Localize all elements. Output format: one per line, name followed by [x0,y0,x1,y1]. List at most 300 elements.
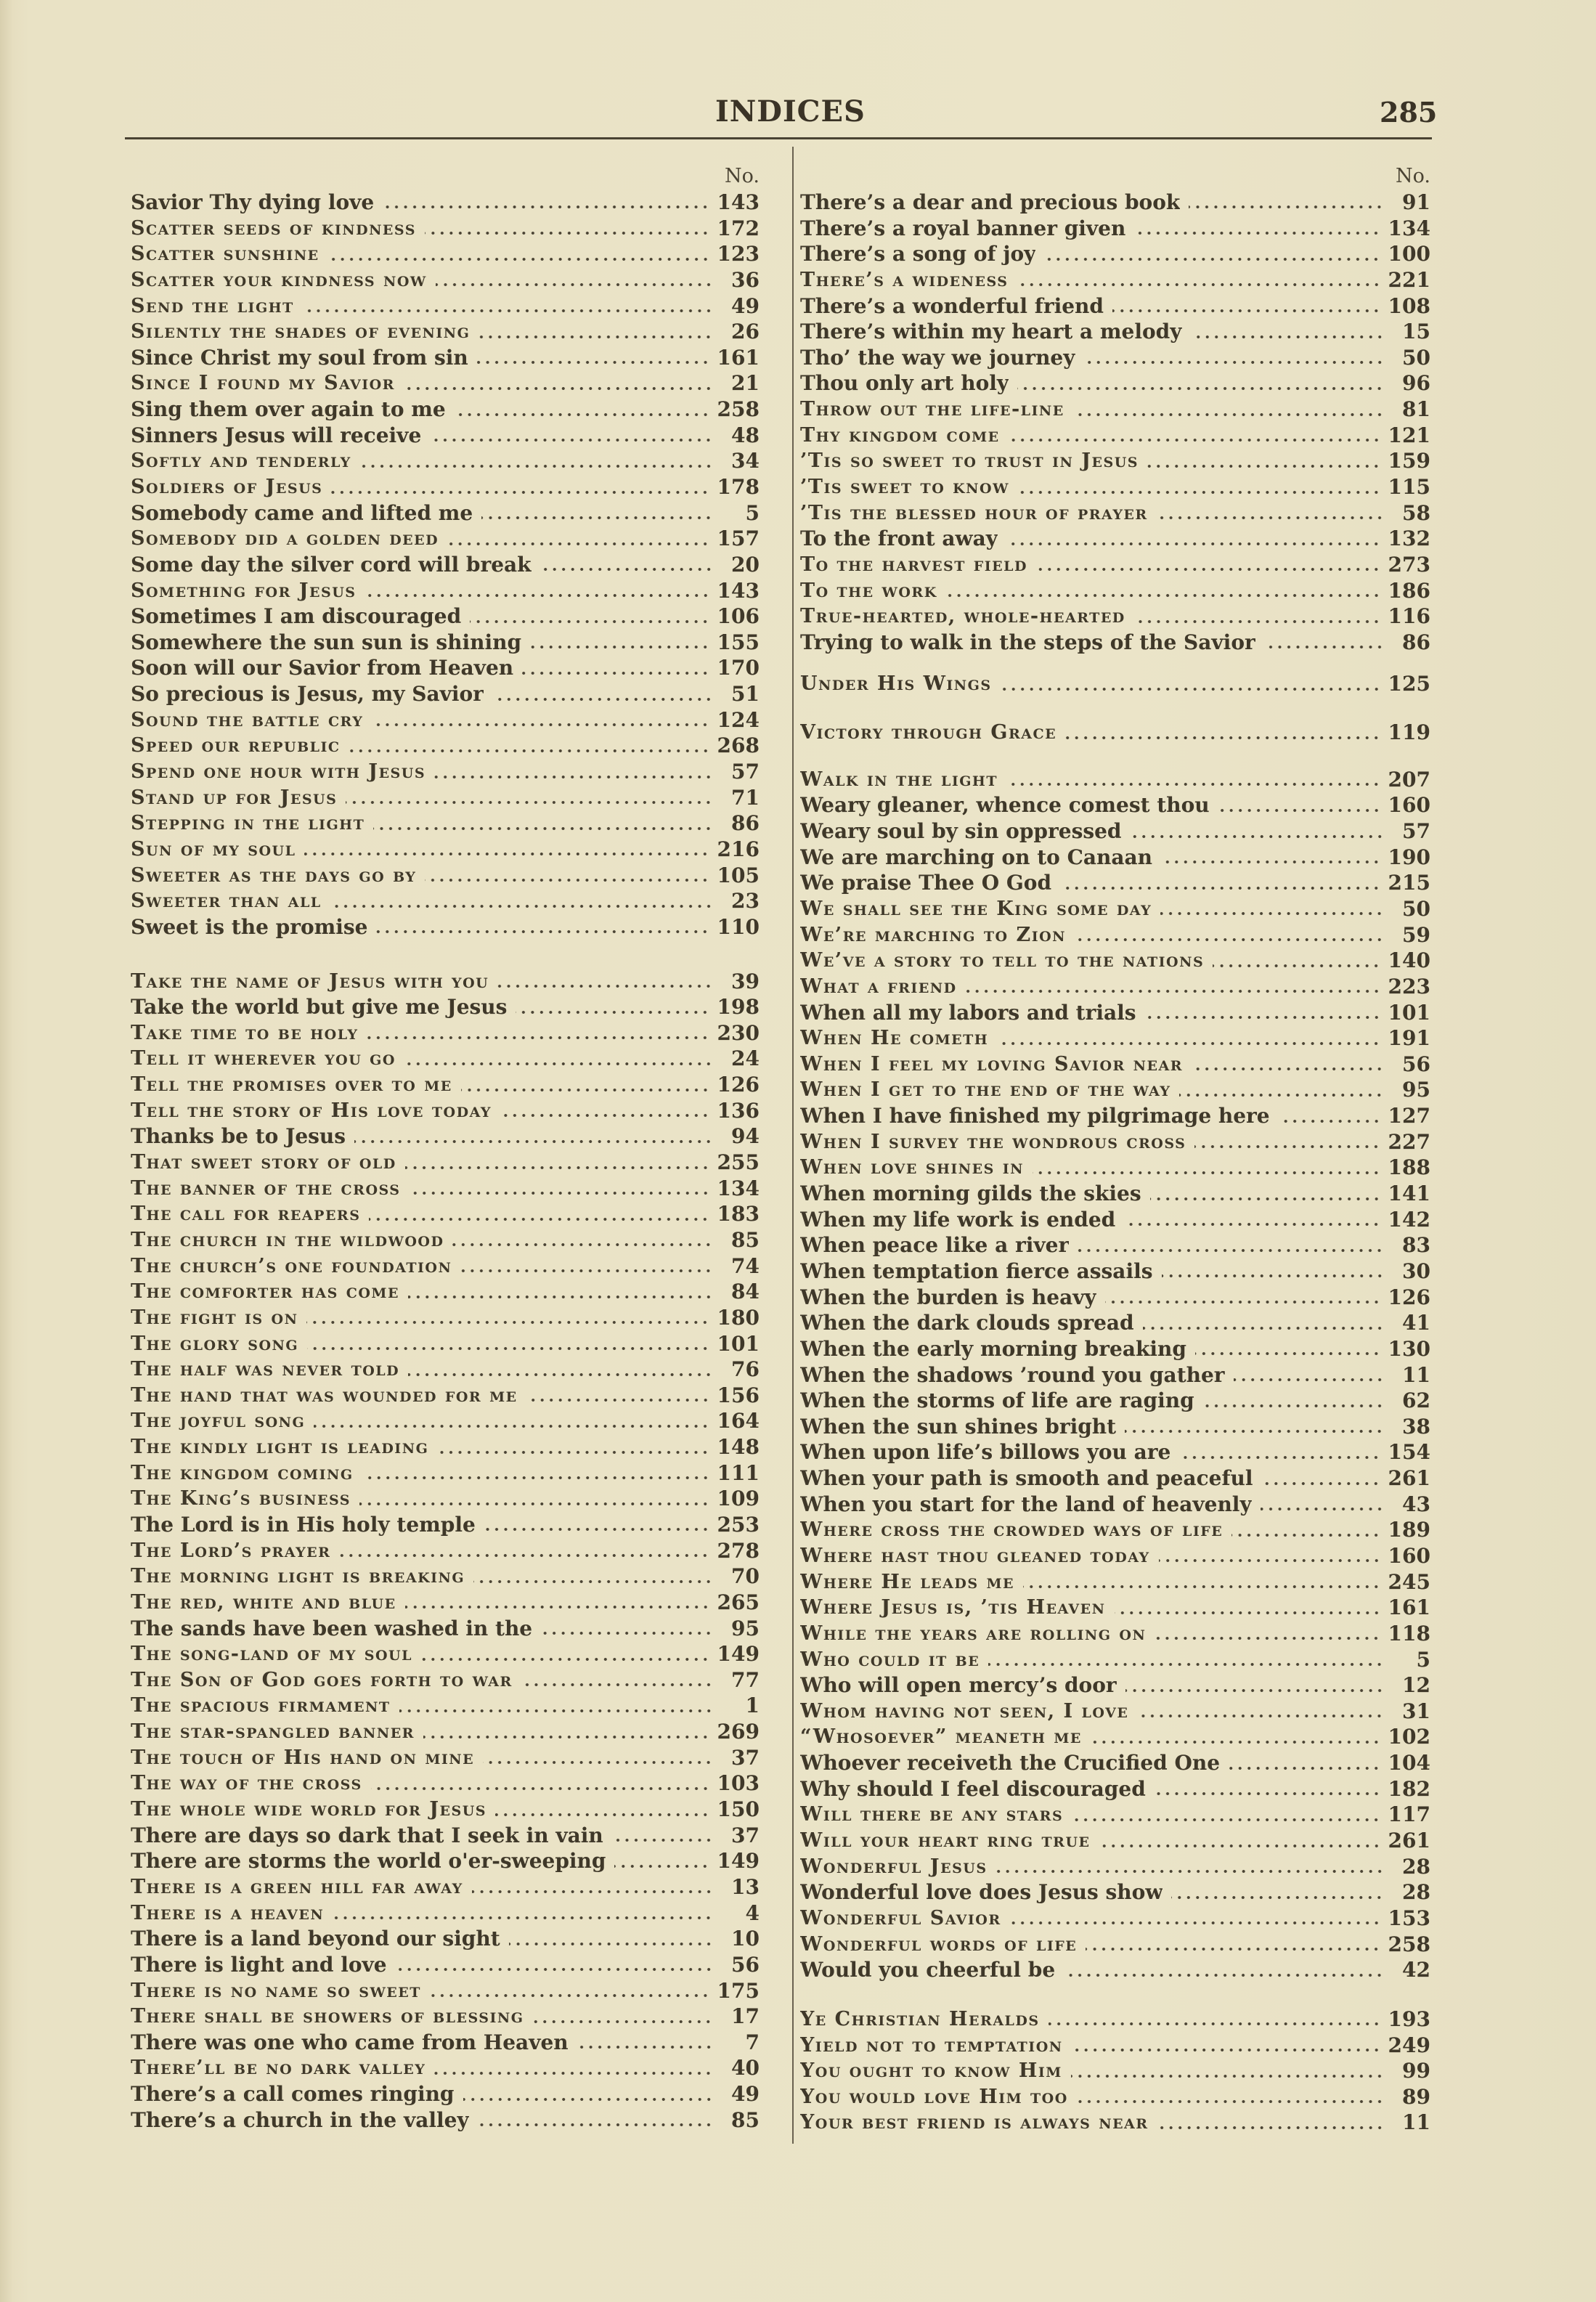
hymn-number: 100 [1388,242,1430,267]
index-entry [800,396,1430,423]
dot-leader [1179,1454,1380,1461]
dot-leader [1194,1143,1380,1150]
hymn-title: Trying to walk in the steps of the Savior [800,630,1255,654]
hymn-title: There is a land beyond our sight [131,1927,500,1951]
index-entry [800,1206,1430,1232]
dot-leader [408,1293,713,1301]
dot-leader [509,1940,713,1948]
hymn-number: 230 [717,1020,760,1045]
hymn-number: 134 [717,1176,760,1200]
hymn-title: When the burden is heavy [800,1285,1096,1309]
hymn-number: 117 [1388,1802,1430,1827]
index-letter-group [800,766,1430,1982]
hymn-number: 24 [731,1046,760,1071]
hymn-title: The kindly light is leading [131,1436,429,1459]
hymn-title: So precious is Jesus, my Savior [131,682,484,707]
dot-leader [946,592,1381,599]
hymn-number: 157 [717,526,760,551]
index-entry [131,1097,760,1123]
hymn-number: 40 [731,2056,760,2081]
hymn-title: Weary gleaner, whence comest thou [800,793,1210,818]
hymn-number: 268 [717,733,760,758]
index-entry [131,837,760,863]
dot-leader [1179,1091,1384,1099]
dot-leader [425,877,709,884]
hymn-title: The whole wide world for Jesus [131,1798,487,1821]
hymn-number: 115 [1388,475,1430,499]
hymn-title: Wonderful Savior [800,1906,1001,1929]
hymn-number: 89 [1402,2084,1430,2109]
index-entry [800,215,1430,241]
dot-leader [331,489,709,496]
dot-leader [372,721,709,728]
dot-leader [367,1034,709,1041]
hymn-number: 161 [1388,1595,1430,1620]
index-entry [800,1621,1430,1647]
index-entry [800,1853,1430,1879]
index-entry [800,1828,1430,1854]
dot-leader [530,643,709,651]
hymn-title: Wonderful Jesus [800,1855,988,1878]
hymn-title: Whoever receiveth the Crucified One [800,1751,1221,1776]
hymn-number: 99 [1402,2059,1430,2083]
dot-leader [1009,436,1381,444]
hymn-title: When all my labors and trials [800,1000,1136,1025]
index-entry [800,1232,1430,1258]
index-entry [800,1776,1430,1802]
dot-leader [307,1345,709,1352]
hymn-number: 258 [717,397,760,422]
hymn-number: 182 [1388,1776,1430,1801]
hymn-title: The star-spangled banner [131,1720,415,1744]
hymn-number: 193 [1388,2006,1430,2031]
hymn-title: Tell the story of His love today [131,1099,492,1122]
hymn-title: Why should I feel discouraged [800,1776,1146,1801]
hymn-title: Take the world but give me Jesus [131,995,508,1020]
hymn-number: 48 [731,423,760,447]
index-entry [131,2004,760,2030]
index-entry [800,526,1430,552]
dot-leader [1134,229,1380,237]
index-entry [131,1693,760,1719]
hymn-number: 215 [1388,871,1430,895]
dot-leader [460,1267,713,1274]
dot-leader [434,2070,713,2077]
hymn-number: 121 [1388,423,1430,447]
dot-leader [1091,1738,1381,1746]
hymn-title: Victory through Grace [800,721,1057,744]
hymn-title: To the front away [800,526,998,551]
index-entry [800,2032,1430,2058]
dot-leader [430,436,713,444]
index-entry [131,319,760,345]
dot-leader [1157,2124,1384,2131]
index-entry [131,1719,760,1745]
index-entry [131,1046,760,1072]
dot-leader [1279,1118,1381,1125]
dot-leader [997,1040,1380,1047]
hymn-title: Thou only art holy [800,371,1009,396]
hymn-number: 154 [1388,1440,1430,1465]
dot-leader [966,988,1381,995]
dot-leader [497,983,713,990]
hymn-number: 77 [731,1667,760,1692]
hymn-title: Take time to be holy [131,1021,359,1044]
hymn-title: When love shines in [800,1156,1025,1179]
hymn-number: 125 [1388,672,1430,696]
index-entry [800,1957,1430,1983]
dot-leader [492,696,713,703]
dot-leader [541,1630,713,1637]
hymn-title: Thy kingdom come [800,423,1000,447]
index-entry [800,1025,1430,1052]
index-entry [800,896,1430,922]
index-entry [131,1305,760,1331]
hymn-title: What a friend [800,975,957,998]
hymn-number: 104 [1388,1751,1430,1776]
index-entry [800,792,1430,818]
hymn-number: 5 [745,500,760,525]
hymn-number: 57 [1402,819,1430,844]
hymn-number: 172 [717,216,760,240]
hymn-number: 56 [1402,1052,1430,1076]
index-entry [800,844,1430,870]
index-entry [131,707,760,733]
index-entry [131,2107,760,2133]
index-entry [131,1590,760,1616]
dot-leader [399,1707,713,1715]
hymn-title: The way of the cross [131,1772,362,1795]
index-entry [131,1641,760,1667]
dot-leader [1044,256,1380,263]
index-entry [800,552,1430,578]
index-entry [131,784,760,810]
dot-leader [1261,1505,1384,1513]
dot-leader [360,463,713,470]
hymn-title: That sweet story of old [131,1151,396,1174]
hymn-title: There is a green hill far away [131,1875,463,1898]
hymn-number: 178 [717,475,760,499]
hymn-title: When the sun shines bright [800,1414,1117,1439]
index-entry [800,1517,1430,1543]
dot-leader [1033,1169,1381,1176]
hymn-title: There are days so dark that I seek in vain [131,1823,603,1847]
dot-leader [396,1966,713,1973]
hymn-number: 56 [731,1952,760,1977]
hymn-title: There is no name so sweet [131,1979,421,2002]
hymn-title: The call for reapers [131,1203,361,1226]
dot-leader [522,670,709,677]
hymn-title: The song-land of my soul [131,1643,412,1666]
hymn-title: We’ve a story to tell to the nations [800,949,1205,972]
hymn-number: 51 [731,682,760,707]
hymn-title: When I survey the wondrous cross [800,1130,1186,1153]
index-entry [800,1906,1430,1932]
hymn-number: 190 [1388,845,1430,869]
hymn-number: 30 [1402,1258,1430,1283]
index-entry [800,293,1430,319]
hymn-title: ’Tis so sweet to trust in Jesus [800,450,1139,473]
hymn-number: 126 [1388,1285,1430,1309]
hymn-title: Tell it wherever you go [131,1047,396,1070]
hymn-title: Will there be any stars [800,1803,1064,1826]
index-entry [131,1227,760,1253]
index-entry [131,1486,760,1512]
index-entry [131,2081,760,2107]
dot-leader [577,2043,713,2051]
dot-leader [1157,514,1384,521]
index-entry [800,2006,1430,2033]
index-entry [800,190,1430,216]
dot-leader [614,1863,709,1870]
index-entry [800,999,1430,1025]
hymn-number: 278 [717,1538,760,1563]
index-entry [800,1284,1430,1310]
hymn-number: 160 [1388,1543,1430,1568]
dot-leader [314,1423,709,1430]
hymn-number: 255 [717,1150,760,1175]
hymn-number: 156 [717,1383,760,1407]
hymn-number: 20 [731,552,760,577]
dot-leader [452,1241,713,1248]
index-entry [131,994,760,1020]
hymn-number: 273 [1388,552,1430,577]
index-letter-group [800,2006,1430,2136]
index-entry [800,1646,1430,1672]
dot-leader [1134,618,1381,625]
hymn-title: Thanks be to Jesus [131,1124,346,1149]
index-entry [131,1848,760,1874]
index-entry [800,1336,1430,1362]
index-entry [800,818,1430,845]
hymn-title: You ought to know Him [800,2059,1062,2083]
dot-leader [1017,281,1381,288]
hymn-title: When I feel my loving Savior near [800,1052,1184,1075]
hymn-title: Sing them over again to me [131,397,446,422]
index-entry [800,448,1430,474]
dot-leader [1023,1583,1381,1590]
hymn-number: 26 [731,320,760,344]
dot-leader [1125,1687,1384,1694]
index-entry [131,1357,760,1383]
index-entry [131,1822,760,1848]
hymn-number: 76 [731,1357,760,1382]
index-entry [131,422,760,448]
hymn-number: 4 [745,1900,760,1925]
hymn-title: To the work [800,579,937,602]
hymn-title: The sands have been washed in the [131,1616,533,1640]
index-entry [131,1150,760,1176]
dot-leader [1073,411,1384,418]
hymn-number: 170 [717,656,760,680]
hymn-title: When peace like a river [800,1233,1070,1258]
hymn-title: There’ll be no dark valley [131,2057,426,2080]
hymn-number: 207 [1388,767,1430,792]
dot-leader [1159,1557,1381,1564]
hymn-title: There’s a wonderful friend [800,293,1104,318]
index-entry [800,1388,1430,1414]
hymn-number: 5 [1416,1647,1430,1672]
dot-leader [1155,1790,1381,1797]
hymn-number: 86 [1402,630,1430,654]
hymn-number: 261 [1388,1466,1430,1491]
index-entry [131,1900,760,1926]
index-entry [131,1770,760,1797]
dot-leader [339,1552,709,1559]
hymn-number: 36 [731,267,760,292]
hymn-title: When the storms of life are raging [800,1388,1194,1413]
column-divider [792,147,794,2144]
dot-leader [455,411,710,418]
hymn-title: Would you cheerful be [800,1958,1056,1982]
index-entry [131,1615,760,1641]
index-entry [131,267,760,293]
hymn-title: When your path is smooth and peaceful [800,1466,1253,1491]
dot-leader [328,256,710,263]
dot-leader [1071,2073,1384,2080]
hymn-number: 31 [1402,1699,1430,1723]
index-entry [131,1537,760,1563]
hymn-title: The Son of God goes forth to war [131,1668,513,1691]
hymn-number: 189 [1388,1518,1430,1542]
hymn-number: 253 [717,1512,760,1537]
index-entry [800,720,1430,746]
dot-leader [410,1189,710,1197]
index-entry [800,1128,1430,1155]
dot-leader [1075,936,1384,943]
hymn-number: 269 [717,1720,760,1744]
index-entry [131,603,760,630]
hymn-title: ’Tis the blessed hour of prayer [800,501,1148,524]
hymn-number: 7 [745,2030,760,2054]
index-entry [131,1020,760,1046]
index-entry [131,1744,760,1770]
hymn-title: The half was never told [131,1358,400,1381]
hymn-number: 143 [717,578,760,603]
hymn-number: 41 [1402,1311,1430,1335]
hymn-title: When He cometh [800,1027,989,1050]
dot-leader [404,1060,713,1067]
hymn-number: 58 [1402,500,1430,525]
hymn-number: 37 [731,1745,760,1770]
hymn-title: Scatter sunshine [131,243,319,266]
dot-leader [1072,2046,1381,2054]
index-entry [131,552,760,578]
hymn-title: Take the name of Jesus with you [131,969,489,993]
index-entry [131,396,760,423]
hymn-number: 160 [1388,793,1430,818]
index-entry [800,922,1430,948]
index-entry [800,1543,1430,1569]
hymn-title: Tho’ the way we journey [800,345,1075,370]
dot-leader [1192,1065,1384,1073]
hymn-title: Stepping in the light [131,812,365,835]
hymn-number: 37 [731,1823,760,1847]
hymn-number: 95 [731,1616,760,1640]
hymn-number: 175 [717,1978,760,2003]
index-entry [131,630,760,656]
hymn-title: Sinners Jesus will receive [131,423,422,447]
index-entry [800,1103,1430,1129]
hymn-number: 149 [717,1849,760,1874]
hymn-title: The banner of the cross [131,1176,401,1200]
index-entry [800,1155,1430,1181]
hymn-title: Spend one hour with Jesus [131,760,426,784]
index-letter-group [800,720,1430,746]
hymn-number: 136 [717,1098,760,1123]
hymn-number: 198 [717,995,760,1020]
dot-leader [472,1888,713,1895]
dot-leader [404,385,713,392]
index-entry [131,888,760,914]
index-entry [800,1258,1430,1285]
index-entry [800,319,1430,345]
dot-leader [1099,1842,1381,1850]
index-entry [131,914,760,940]
hymn-title: The Lord is in His holy temple [131,1512,476,1537]
hymn-number: 164 [717,1409,760,1433]
hymn-title: Something for Jesus [131,579,357,602]
hymn-title: Sweeter as the days go by [131,863,417,887]
hymn-number: 191 [1388,1026,1430,1051]
dot-leader [1018,489,1381,496]
dot-leader [1084,359,1384,366]
dot-leader [1195,1350,1381,1357]
index-entry [800,422,1430,448]
dot-leader [1264,643,1384,651]
hymn-number: 21 [731,371,760,396]
index-entry [800,630,1430,656]
dot-leader [516,1009,709,1016]
index-entry [131,448,760,474]
hymn-title: The fight is on [131,1306,298,1329]
dot-leader [405,1164,710,1171]
hymn-title: When I get to the end of the way [800,1078,1171,1102]
dot-leader [408,1371,713,1378]
hymn-title: Wonderful words of life [800,1932,1078,1956]
hymn-title: Sometimes I am discouraged [131,604,462,629]
index-entry [131,293,760,319]
hymn-number: 134 [1388,216,1430,240]
hymn-title: Scatter seeds of kindness [131,216,416,240]
index-entry [131,810,760,837]
hymn-number: 103 [717,1771,760,1796]
index-entry [800,344,1430,370]
dot-leader [463,2096,713,2103]
hymn-number: 227 [1388,1129,1430,1154]
index-entry [131,1977,760,2004]
hymn-title: The hand that was wounded for me [131,1383,518,1407]
hymn-number: 42 [1402,1958,1430,1982]
hymn-title: ’Tis sweet to know [800,476,1009,498]
hymn-number: 142 [1388,1207,1430,1232]
hymn-number: 23 [731,889,760,914]
hymn-title: Since Christ my soul from sin [131,345,468,370]
dot-leader [1049,2020,1381,2028]
index-entry [800,1362,1430,1388]
hymn-title: Walk in the light [800,768,998,791]
hymn-title: Where cross the crowded ways of life [800,1518,1224,1542]
hymn-title: The joyful song [131,1410,306,1433]
hymn-number: 10 [731,1927,760,1951]
number-column-label: No. [1396,165,1430,187]
index-entry [800,2110,1430,2136]
hymn-number: 261 [1388,1829,1430,1853]
index-entry [131,190,760,216]
dot-leader [1171,1894,1384,1901]
dot-leader [373,825,713,832]
dot-leader [612,1837,713,1844]
